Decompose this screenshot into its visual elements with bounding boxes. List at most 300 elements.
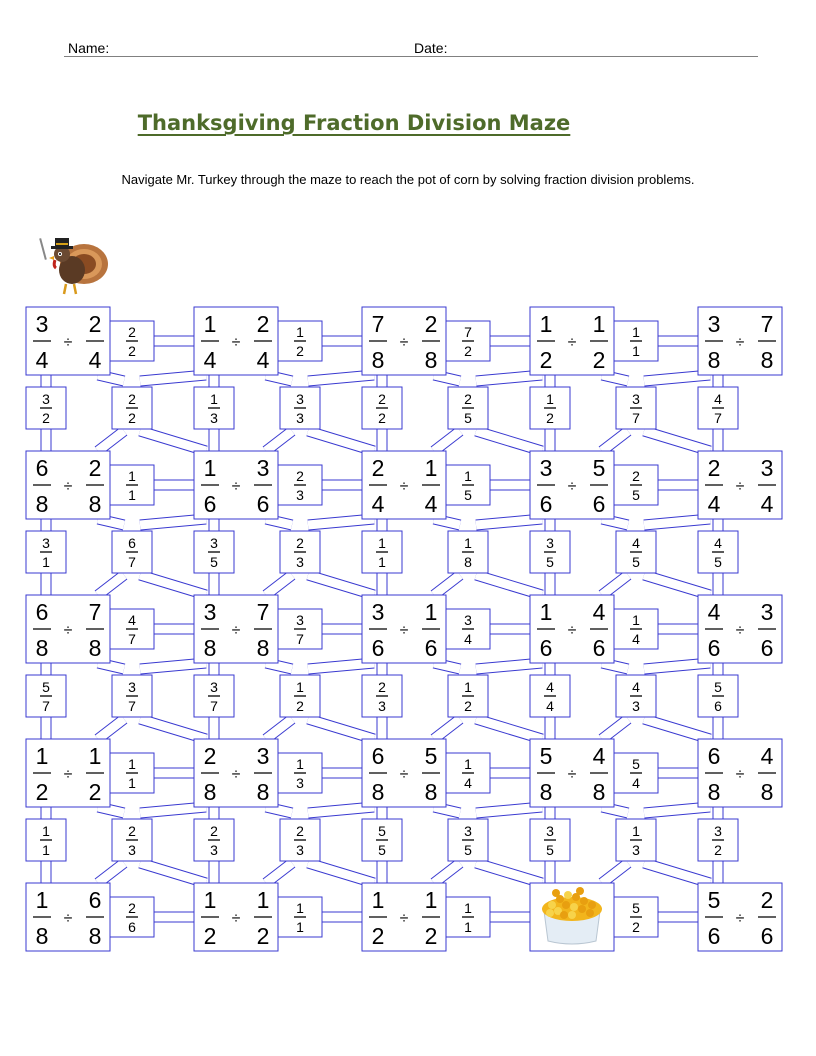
answer-denominator: 2 bbox=[464, 698, 472, 714]
answer-numerator: 3 bbox=[210, 535, 218, 551]
diag-connector bbox=[308, 863, 374, 883]
diag-connector bbox=[140, 863, 206, 883]
problem-right-numerator: 4 bbox=[760, 743, 774, 769]
problem-left-numerator: 1 bbox=[203, 311, 217, 337]
division-sign: ÷ bbox=[231, 334, 241, 351]
problem-right-denominator: 8 bbox=[256, 779, 270, 805]
answer-numerator: 3 bbox=[296, 391, 304, 407]
problem-left-denominator: 2 bbox=[203, 923, 217, 949]
problem-right-denominator: 8 bbox=[424, 347, 438, 373]
division-sign: ÷ bbox=[231, 622, 241, 639]
answer-denominator: 3 bbox=[378, 698, 386, 714]
problem-right-denominator: 4 bbox=[88, 347, 102, 373]
answer-denominator: 5 bbox=[210, 554, 218, 570]
diag-connector bbox=[434, 519, 460, 525]
answer-numerator: 1 bbox=[632, 612, 640, 628]
answer-numerator: 2 bbox=[210, 823, 218, 839]
answer-denominator: 4 bbox=[632, 775, 640, 791]
answer-denominator: 1 bbox=[42, 554, 50, 570]
problem-right-denominator: 8 bbox=[256, 635, 270, 661]
problem-left-numerator: 2 bbox=[203, 743, 217, 769]
division-sign: ÷ bbox=[567, 478, 577, 495]
division-sign: ÷ bbox=[231, 910, 241, 927]
answer-denominator: 5 bbox=[632, 554, 640, 570]
diag-connector bbox=[140, 719, 206, 739]
division-sign: ÷ bbox=[231, 766, 241, 783]
problem-left-numerator: 1 bbox=[371, 887, 385, 913]
problem-right-numerator: 2 bbox=[88, 311, 102, 337]
problem-left-denominator: 6 bbox=[203, 491, 217, 517]
answer-denominator: 2 bbox=[128, 343, 136, 359]
problem-left-denominator: 2 bbox=[539, 347, 553, 373]
answer-numerator: 2 bbox=[128, 391, 136, 407]
answer-denominator: 7 bbox=[128, 554, 136, 570]
diag-connector bbox=[476, 431, 542, 451]
diag-connector bbox=[98, 575, 124, 595]
division-sign: ÷ bbox=[63, 622, 73, 639]
problem-right-denominator: 8 bbox=[424, 779, 438, 805]
name-label: Name: bbox=[68, 40, 110, 56]
answer-denominator: 1 bbox=[464, 919, 472, 935]
problem-right-denominator: 8 bbox=[88, 923, 102, 949]
diag-connector bbox=[476, 519, 542, 525]
problem-left-denominator: 8 bbox=[707, 779, 721, 805]
problem-left-denominator: 6 bbox=[539, 635, 553, 661]
answer-numerator: 5 bbox=[714, 679, 722, 695]
answer-denominator: 7 bbox=[128, 631, 136, 647]
problem-left-numerator: 2 bbox=[371, 455, 385, 481]
answer-numerator: 1 bbox=[128, 468, 136, 484]
answer-denominator: 4 bbox=[546, 698, 554, 714]
diag-connector bbox=[140, 431, 206, 451]
problem-right-denominator: 8 bbox=[88, 491, 102, 517]
diag-connector bbox=[308, 375, 374, 381]
problem-left-denominator: 4 bbox=[371, 491, 385, 517]
diag-connector bbox=[602, 575, 628, 595]
problem-right-numerator: 2 bbox=[760, 887, 774, 913]
answer-numerator: 1 bbox=[464, 679, 472, 695]
answer-denominator: 3 bbox=[632, 842, 640, 858]
answer-numerator: 1 bbox=[464, 535, 472, 551]
answer-numerator: 3 bbox=[714, 823, 722, 839]
problem-right-numerator: 4 bbox=[592, 743, 606, 769]
answer-numerator: 2 bbox=[378, 391, 386, 407]
diag-connector bbox=[266, 807, 292, 813]
instructions: Navigate Mr. Turkey through the maze to reach the pot of corn by solving fraction division problems. bbox=[121, 172, 695, 187]
answer-numerator: 1 bbox=[296, 324, 304, 340]
diag-connector bbox=[434, 863, 460, 883]
problem-left-numerator: 1 bbox=[35, 743, 49, 769]
problem-left-denominator: 8 bbox=[707, 347, 721, 373]
answer-denominator: 5 bbox=[632, 487, 640, 503]
problem-left-numerator: 3 bbox=[539, 455, 553, 481]
problem-left-numerator: 5 bbox=[539, 743, 553, 769]
problem-right-denominator: 6 bbox=[592, 635, 606, 661]
answer-numerator: 4 bbox=[714, 391, 722, 407]
answer-numerator: 3 bbox=[464, 823, 472, 839]
answer-numerator: 1 bbox=[632, 324, 640, 340]
answer-numerator: 5 bbox=[42, 679, 50, 695]
division-sign: ÷ bbox=[63, 334, 73, 351]
answer-denominator: 3 bbox=[296, 775, 304, 791]
problem-right-numerator: 1 bbox=[88, 743, 102, 769]
problem-right-denominator: 8 bbox=[592, 779, 606, 805]
answer-numerator: 3 bbox=[42, 391, 50, 407]
answer-numerator: 3 bbox=[464, 612, 472, 628]
problem-left-numerator: 2 bbox=[707, 455, 721, 481]
division-sign: ÷ bbox=[399, 766, 409, 783]
diag-connector bbox=[476, 863, 542, 883]
problem-left-numerator: 5 bbox=[707, 887, 721, 913]
diag-connector bbox=[266, 663, 292, 669]
problem-left-numerator: 6 bbox=[35, 455, 49, 481]
answer-numerator: 4 bbox=[128, 612, 136, 628]
problem-left-denominator: 4 bbox=[35, 347, 49, 373]
problem-right-denominator: 6 bbox=[256, 491, 270, 517]
diag-connector bbox=[98, 375, 124, 381]
answer-numerator: 5 bbox=[632, 900, 640, 916]
problem-right-numerator: 3 bbox=[256, 743, 270, 769]
problem-left-denominator: 4 bbox=[203, 347, 217, 373]
answer-denominator: 5 bbox=[464, 487, 472, 503]
diag-connector bbox=[308, 575, 374, 595]
answer-numerator: 2 bbox=[378, 679, 386, 695]
problem-left-numerator: 1 bbox=[203, 455, 217, 481]
diag-connector bbox=[308, 719, 374, 739]
answer-numerator: 4 bbox=[632, 679, 640, 695]
diag-connector bbox=[266, 375, 292, 381]
answer-denominator: 4 bbox=[464, 775, 472, 791]
problem-left-denominator: 8 bbox=[35, 923, 49, 949]
answer-numerator: 1 bbox=[42, 823, 50, 839]
problem-left-denominator: 8 bbox=[203, 779, 217, 805]
problem-left-denominator: 8 bbox=[371, 779, 385, 805]
diag-connector bbox=[434, 575, 460, 595]
diag-connector bbox=[644, 863, 710, 883]
answer-numerator: 4 bbox=[546, 679, 554, 695]
division-sign: ÷ bbox=[567, 334, 577, 351]
answer-denominator: 3 bbox=[296, 487, 304, 503]
diag-connector bbox=[140, 375, 206, 381]
answer-numerator: 6 bbox=[128, 535, 136, 551]
diag-connector bbox=[308, 663, 374, 669]
answer-denominator: 5 bbox=[378, 842, 386, 858]
problem-left-numerator: 4 bbox=[707, 599, 721, 625]
problem-right-numerator: 7 bbox=[256, 599, 270, 625]
answer-denominator: 5 bbox=[714, 554, 722, 570]
answer-numerator: 7 bbox=[464, 324, 472, 340]
problem-right-numerator: 1 bbox=[424, 455, 438, 481]
problem-left-denominator: 8 bbox=[35, 491, 49, 517]
problem-right-numerator: 7 bbox=[88, 599, 102, 625]
problem-right-numerator: 6 bbox=[88, 887, 102, 913]
problem-right-numerator: 2 bbox=[256, 311, 270, 337]
diag-connector bbox=[476, 719, 542, 739]
problem-left-denominator: 8 bbox=[35, 635, 49, 661]
answer-numerator: 1 bbox=[210, 391, 218, 407]
division-sign: ÷ bbox=[567, 622, 577, 639]
answer-numerator: 3 bbox=[546, 535, 554, 551]
answer-numerator: 3 bbox=[546, 823, 554, 839]
problem-left-numerator: 7 bbox=[371, 311, 385, 337]
diag-connector bbox=[602, 431, 628, 451]
answer-numerator: 5 bbox=[632, 756, 640, 772]
division-sign: ÷ bbox=[567, 766, 577, 783]
answer-denominator: 3 bbox=[210, 410, 218, 426]
problem-right-denominator: 6 bbox=[424, 635, 438, 661]
diag-connector bbox=[644, 519, 710, 525]
diag-connector bbox=[476, 807, 542, 813]
answer-denominator: 2 bbox=[714, 842, 722, 858]
answer-denominator: 4 bbox=[464, 631, 472, 647]
answer-numerator: 2 bbox=[128, 324, 136, 340]
answer-denominator: 2 bbox=[378, 410, 386, 426]
diag-connector bbox=[266, 575, 292, 595]
answer-denominator: 7 bbox=[128, 698, 136, 714]
problem-right-denominator: 6 bbox=[760, 635, 774, 661]
diag-connector bbox=[644, 807, 710, 813]
answer-numerator: 4 bbox=[714, 535, 722, 551]
turkey-icon bbox=[34, 230, 110, 296]
answer-denominator: 6 bbox=[128, 919, 136, 935]
diag-connector bbox=[644, 575, 710, 595]
answer-denominator: 7 bbox=[632, 410, 640, 426]
problem-right-numerator: 7 bbox=[760, 311, 774, 337]
answer-denominator: 3 bbox=[296, 842, 304, 858]
answer-denominator: 6 bbox=[714, 698, 722, 714]
answer-denominator: 5 bbox=[464, 842, 472, 858]
answer-denominator: 7 bbox=[210, 698, 218, 714]
diag-connector bbox=[140, 519, 206, 525]
diag-connector bbox=[476, 663, 542, 669]
answer-denominator: 8 bbox=[464, 554, 472, 570]
diag-connector bbox=[644, 375, 710, 381]
division-sign: ÷ bbox=[63, 478, 73, 495]
problem-left-numerator: 3 bbox=[707, 311, 721, 337]
answer-numerator: 1 bbox=[378, 535, 386, 551]
problem-right-denominator: 8 bbox=[88, 635, 102, 661]
division-sign: ÷ bbox=[63, 766, 73, 783]
answer-denominator: 4 bbox=[632, 631, 640, 647]
problem-right-denominator: 2 bbox=[256, 923, 270, 949]
answer-numerator: 1 bbox=[296, 679, 304, 695]
problem-left-denominator: 6 bbox=[371, 635, 385, 661]
diag-connector bbox=[476, 575, 542, 595]
answer-denominator: 2 bbox=[296, 343, 304, 359]
problem-right-numerator: 2 bbox=[88, 455, 102, 481]
diag-connector bbox=[98, 863, 124, 883]
problem-right-numerator: 1 bbox=[424, 887, 438, 913]
answer-denominator: 2 bbox=[296, 698, 304, 714]
diag-connector bbox=[140, 663, 206, 669]
division-sign: ÷ bbox=[231, 478, 241, 495]
diag-connector bbox=[602, 863, 628, 883]
diag-connector bbox=[266, 863, 292, 883]
problem-left-numerator: 1 bbox=[539, 311, 553, 337]
answer-numerator: 2 bbox=[296, 468, 304, 484]
diag-connector bbox=[644, 719, 710, 739]
diag-connector bbox=[434, 719, 460, 739]
problem-right-denominator: 8 bbox=[760, 347, 774, 373]
problem-right-denominator: 4 bbox=[424, 491, 438, 517]
answer-denominator: 2 bbox=[128, 410, 136, 426]
answer-numerator: 1 bbox=[546, 391, 554, 407]
answer-numerator: 3 bbox=[42, 535, 50, 551]
problem-left-denominator: 4 bbox=[707, 491, 721, 517]
problem-left-denominator: 8 bbox=[203, 635, 217, 661]
problem-left-denominator: 6 bbox=[707, 923, 721, 949]
diag-connector bbox=[308, 519, 374, 525]
diag-connector bbox=[434, 431, 460, 451]
problem-right-denominator: 8 bbox=[760, 779, 774, 805]
problem-left-denominator: 2 bbox=[35, 779, 49, 805]
division-sign: ÷ bbox=[735, 766, 745, 783]
division-sign: ÷ bbox=[735, 334, 745, 351]
problem-right-numerator: 3 bbox=[760, 455, 774, 481]
problem-left-numerator: 6 bbox=[371, 743, 385, 769]
problem-left-numerator: 6 bbox=[35, 599, 49, 625]
diag-connector bbox=[602, 807, 628, 813]
division-sign: ÷ bbox=[735, 910, 745, 927]
answer-denominator: 2 bbox=[546, 410, 554, 426]
answer-numerator: 2 bbox=[296, 535, 304, 551]
problem-right-denominator: 2 bbox=[592, 347, 606, 373]
answer-numerator: 1 bbox=[296, 756, 304, 772]
answer-numerator: 2 bbox=[632, 468, 640, 484]
answer-numerator: 3 bbox=[210, 679, 218, 695]
problem-right-denominator: 4 bbox=[760, 491, 774, 517]
diag-connector bbox=[98, 807, 124, 813]
problem-right-numerator: 2 bbox=[424, 311, 438, 337]
problem-right-denominator: 2 bbox=[88, 779, 102, 805]
answer-numerator: 2 bbox=[296, 823, 304, 839]
diag-connector bbox=[266, 431, 292, 451]
date-label: Date: bbox=[414, 40, 448, 56]
division-sign: ÷ bbox=[735, 622, 745, 639]
problem-right-numerator: 3 bbox=[256, 455, 270, 481]
answer-denominator: 2 bbox=[632, 919, 640, 935]
answer-denominator: 5 bbox=[546, 842, 554, 858]
answer-denominator: 7 bbox=[714, 410, 722, 426]
answer-numerator: 3 bbox=[128, 679, 136, 695]
division-sign: ÷ bbox=[63, 910, 73, 927]
answer-numerator: 3 bbox=[632, 391, 640, 407]
division-sign: ÷ bbox=[399, 910, 409, 927]
answer-denominator: 5 bbox=[464, 410, 472, 426]
answer-denominator: 2 bbox=[42, 410, 50, 426]
diag-connector bbox=[434, 807, 460, 813]
problem-left-denominator: 2 bbox=[371, 923, 385, 949]
division-sign: ÷ bbox=[735, 478, 745, 495]
diag-connector bbox=[602, 519, 628, 525]
problem-left-numerator: 3 bbox=[203, 599, 217, 625]
diag-connector bbox=[266, 719, 292, 739]
diag-connector bbox=[98, 663, 124, 669]
problem-right-numerator: 4 bbox=[592, 599, 606, 625]
problem-left-denominator: 8 bbox=[371, 347, 385, 373]
problem-right-numerator: 1 bbox=[256, 887, 270, 913]
diag-connector bbox=[434, 375, 460, 381]
diag-connector bbox=[434, 663, 460, 669]
division-sign: ÷ bbox=[399, 334, 409, 351]
answer-denominator: 1 bbox=[632, 343, 640, 359]
diag-connector bbox=[140, 807, 206, 813]
problem-right-numerator: 5 bbox=[424, 743, 438, 769]
diag-connector bbox=[644, 663, 710, 669]
division-sign: ÷ bbox=[399, 478, 409, 495]
diag-connector bbox=[266, 519, 292, 525]
answer-numerator: 1 bbox=[296, 900, 304, 916]
answer-numerator: 3 bbox=[296, 612, 304, 628]
answer-numerator: 1 bbox=[464, 756, 472, 772]
answer-denominator: 1 bbox=[42, 842, 50, 858]
problem-right-denominator: 4 bbox=[256, 347, 270, 373]
diag-connector bbox=[98, 519, 124, 525]
answer-denominator: 3 bbox=[632, 698, 640, 714]
answer-numerator: 2 bbox=[464, 391, 472, 407]
problem-left-numerator: 3 bbox=[371, 599, 385, 625]
diag-connector bbox=[476, 375, 542, 381]
problem-right-denominator: 2 bbox=[424, 923, 438, 949]
problem-left-denominator: 8 bbox=[539, 779, 553, 805]
diag-connector bbox=[644, 431, 710, 451]
diag-connector bbox=[308, 807, 374, 813]
diag-connector bbox=[602, 719, 628, 739]
answer-numerator: 5 bbox=[378, 823, 386, 839]
problem-right-numerator: 1 bbox=[592, 311, 606, 337]
answer-denominator: 1 bbox=[128, 775, 136, 791]
answer-denominator: 3 bbox=[210, 842, 218, 858]
answer-denominator: 1 bbox=[128, 487, 136, 503]
problem-left-numerator: 1 bbox=[539, 599, 553, 625]
answer-numerator: 1 bbox=[632, 823, 640, 839]
answer-denominator: 1 bbox=[296, 919, 304, 935]
diag-connector bbox=[308, 431, 374, 451]
problem-left-denominator: 6 bbox=[707, 635, 721, 661]
problem-left-numerator: 6 bbox=[707, 743, 721, 769]
diag-connector bbox=[602, 375, 628, 381]
title-text: Thanksgiving Fraction Division Maze bbox=[137, 111, 571, 135]
answer-denominator: 3 bbox=[296, 554, 304, 570]
problem-right-denominator: 6 bbox=[760, 923, 774, 949]
answer-denominator: 5 bbox=[546, 554, 554, 570]
problem-left-denominator: 6 bbox=[539, 491, 553, 517]
problem-right-numerator: 5 bbox=[592, 455, 606, 481]
answer-denominator: 7 bbox=[42, 698, 50, 714]
answer-numerator: 2 bbox=[128, 900, 136, 916]
answer-denominator: 7 bbox=[296, 631, 304, 647]
problem-left-numerator: 1 bbox=[35, 887, 49, 913]
answer-denominator: 3 bbox=[128, 842, 136, 858]
answer-numerator: 1 bbox=[128, 756, 136, 772]
answer-denominator: 1 bbox=[378, 554, 386, 570]
problem-right-numerator: 1 bbox=[424, 599, 438, 625]
diag-connector bbox=[98, 719, 124, 739]
answer-numerator: 4 bbox=[632, 535, 640, 551]
answer-numerator: 2 bbox=[128, 823, 136, 839]
problem-right-denominator: 6 bbox=[592, 491, 606, 517]
diag-connector bbox=[140, 575, 206, 595]
answer-denominator: 3 bbox=[296, 410, 304, 426]
diag-connector bbox=[98, 431, 124, 451]
answer-denominator: 2 bbox=[464, 343, 472, 359]
diag-connector bbox=[602, 663, 628, 669]
division-sign: ÷ bbox=[399, 622, 409, 639]
answer-numerator: 1 bbox=[464, 468, 472, 484]
problem-left-numerator: 3 bbox=[35, 311, 49, 337]
problem-right-numerator: 3 bbox=[760, 599, 774, 625]
problem-left-numerator: 1 bbox=[203, 887, 217, 913]
